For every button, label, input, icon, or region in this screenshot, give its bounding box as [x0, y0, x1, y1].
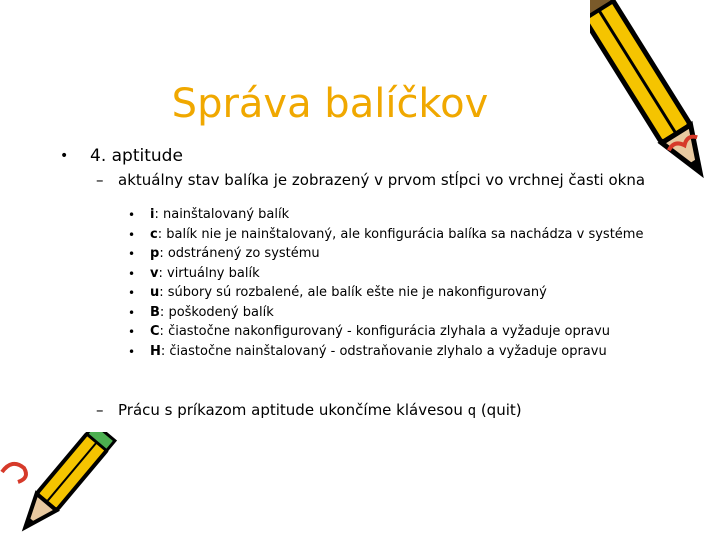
bullet: •: [128, 227, 136, 242]
bullet: •: [60, 148, 69, 164]
state-item: [128, 267, 688, 282]
state-separator: :: [154, 207, 163, 222]
state-separator: :: [160, 343, 170, 359]
state-separator: :: [159, 285, 168, 300]
bullet: •: [128, 266, 136, 281]
state-item: [128, 247, 688, 262]
quit-text: Prácu s príkazom aptitude ukončíme klávesou: [118, 401, 468, 419]
state-separator: :: [157, 226, 167, 242]
state-key: B: [150, 304, 160, 320]
bullet: •: [128, 208, 136, 222]
level1-text: 4. aptitude: [90, 146, 183, 166]
state-item: [128, 228, 688, 243]
state-key: C: [150, 324, 160, 339]
pencil-bottom-left-icon: [0, 432, 120, 540]
state-list: [128, 208, 688, 364]
state-item: [128, 208, 688, 223]
state-key: v: [150, 265, 159, 281]
bullet: •: [128, 286, 136, 300]
bullet: •: [128, 247, 136, 261]
state-desc: balík nie je nainštalovaný, ale konfigurácia balíka sa nachádza v systéme: [166, 226, 644, 242]
state-item: [128, 306, 688, 321]
state-key: i: [150, 207, 155, 222]
state-item: [128, 345, 688, 360]
bullet: •: [128, 305, 136, 320]
bullet: •: [128, 325, 136, 339]
level2-text: aktuálny stav balíka je zobrazený v prvom stĺpci vo vrchnej časti okna: [118, 171, 646, 189]
state-desc: odstránený zo systému: [167, 246, 320, 261]
bullet: •: [128, 344, 136, 359]
quit-key: q: [467, 403, 477, 419]
state-key: u: [150, 285, 160, 300]
state-desc: nainštalovaný balík: [162, 207, 290, 222]
dash: –: [96, 171, 104, 189]
state-key: H: [150, 343, 161, 359]
quit-suffix: (quit): [476, 401, 522, 419]
state-desc: súbory sú rozbalené, ale balík ešte nie je nakonfigurovaný: [167, 285, 547, 300]
level2-text: [118, 402, 678, 419]
state-key: p: [150, 246, 160, 261]
state-separator: :: [158, 265, 167, 281]
state-desc: čiastočne nainštalovaný - odstraňovanie zlyhalo a vyžaduje opravu: [169, 343, 607, 359]
state-item: [128, 286, 688, 301]
state-separator: :: [159, 304, 169, 320]
state-desc: virtuálny balík: [167, 265, 260, 281]
state-desc: poškodený balík: [168, 304, 274, 320]
state-key: c: [150, 226, 158, 242]
dash: –: [96, 401, 104, 419]
state-separator: :: [159, 246, 168, 261]
state-item: [128, 325, 688, 340]
slide-title: Správa balíčkov: [171, 81, 489, 127]
state-desc: čiastočne nakonfigurovaný - konfigurácia zlyhala a vyžaduje opravu: [168, 324, 610, 339]
state-separator: :: [159, 324, 169, 339]
